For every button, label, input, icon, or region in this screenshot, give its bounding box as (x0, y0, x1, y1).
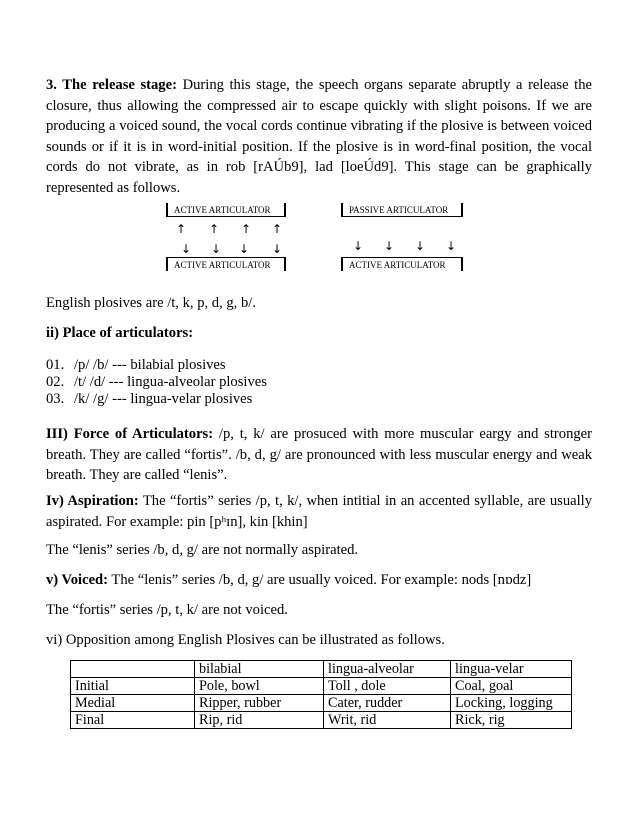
up-arrow-icon: ↑ (209, 222, 220, 236)
table-cell: Cater, rudder (324, 695, 451, 712)
force-heading: III) Force of Articulators: (46, 426, 214, 442)
list-item-number: 01. (46, 357, 65, 373)
down-arrow-icon: ↓ (181, 242, 192, 256)
table-cell: Initial (71, 678, 195, 695)
table-cell: lingua-alveolar (324, 661, 451, 678)
release-stage-paragraph (46, 75, 592, 198)
release-stage-text: During this stage, the speech organs separate abruptly a release the closure, thus allowing the compressed air to escape quickly with slight poisons. If we are producing a voiced sound, the vocal cords continue vibrating if the plosive is between voiced sounds or if it is in word-initial position. If the plosive is in word-final position, the vocal cords do not vibrate, as in rob [rAÚb9], lad [loeÚd9]. This stage can be graphically represented as follows. (46, 77, 592, 196)
table-cell: Medial (71, 695, 195, 712)
list-item-text: /k/ /g/ --- lingua-velar plosives (74, 391, 253, 407)
down-arrow-icon: ↓ (272, 242, 283, 256)
right-bottom-active-articulator: ACTIVE ARTICULATOR (341, 257, 463, 271)
table-cell: Final (71, 712, 195, 729)
up-arrow-icon: ↑ (241, 222, 252, 236)
down-arrow-icon: ↓ (446, 239, 457, 253)
table-row (71, 712, 572, 729)
down-arrow-icon: ↓ (239, 242, 250, 256)
table-row (71, 695, 572, 712)
list-item-text: /p/ /b/ --- bilabial plosives (74, 357, 226, 373)
left-bottom-active-articulator: ACTIVE ARTICULATOR (166, 257, 286, 271)
table-cell: Rip, rid (195, 712, 324, 729)
voiced-heading: v) Voiced: (46, 572, 109, 588)
list-item (46, 373, 267, 391)
aspiration-heading: Iv) Aspiration: (46, 493, 139, 509)
table-cell: Writ, rid (324, 712, 451, 729)
table-cell: Coal, goal (451, 678, 572, 695)
right-top-passive-articulator: PASSIVE ARTICULATOR (341, 203, 463, 217)
up-arrow-icon: ↑ (272, 222, 283, 236)
down-arrow-icon: ↓ (211, 242, 222, 256)
list-item-text: /t/ /d/ --- lingua-alveolar plosives (74, 374, 267, 390)
list-item-number: 03. (46, 391, 65, 407)
table-header-row (71, 661, 572, 678)
opposition-line: vi) Opposition among English Plosives can be illustrated as follows. (46, 632, 445, 648)
table-cell: Locking, logging (451, 695, 572, 712)
place-of-articulators-heading: ii) Place of articulators: (46, 325, 194, 341)
list-item-number: 02. (46, 374, 65, 390)
aspiration-paragraph (46, 491, 592, 532)
up-arrow-icon: ↑ (176, 222, 187, 236)
down-arrow-icon: ↓ (384, 239, 395, 253)
plosive-opposition-table (70, 660, 572, 729)
voiced-paragraph (46, 571, 531, 589)
table-cell: lingua-velar (451, 661, 572, 678)
table-row (71, 678, 572, 695)
lenis-line: The “lenis” series /b, d, g/ are not normally aspirated. (46, 542, 359, 558)
down-arrow-icon: ↓ (353, 239, 364, 253)
table-cell: Rick, rig (451, 712, 572, 729)
list-item (46, 356, 226, 374)
table-cell: bilabial (195, 661, 324, 678)
left-top-active-articulator: ACTIVE ARTICULATOR (166, 203, 286, 217)
table-cell: Pole, bowl (195, 678, 324, 695)
table-cell (71, 661, 195, 678)
table-cell: Ripper, rubber (195, 695, 324, 712)
list-item (46, 390, 252, 408)
down-arrow-icon: ↓ (415, 239, 426, 253)
force-paragraph (46, 424, 592, 486)
voiced-text: The “lenis” series /b, d, g/ are usually voiced. For example: nods [nɒdz] (111, 572, 532, 588)
table-cell: Toll , dole (324, 678, 451, 695)
release-stage-heading: 3. The release stage: (46, 77, 177, 93)
english-plosives-line: English plosives are /t, k, p, d, g, b/. (46, 295, 256, 311)
fortis-line: The “fortis” series /p, t, k/ are not voiced. (46, 602, 288, 618)
force-text: /p, t, k/ are prosuced with more muscular eargy and stronger breath. They are called “fortis”. /b, d, g/ are pronounced with less muscular energy and weak breath. They are called “lenis”. (46, 426, 593, 483)
aspiration-text: The “fortis” series /p, t, k/, when intitial in an accented syllable, are usually aspirated. For example: pin [pʰɪn], kin [khin] (46, 493, 593, 530)
